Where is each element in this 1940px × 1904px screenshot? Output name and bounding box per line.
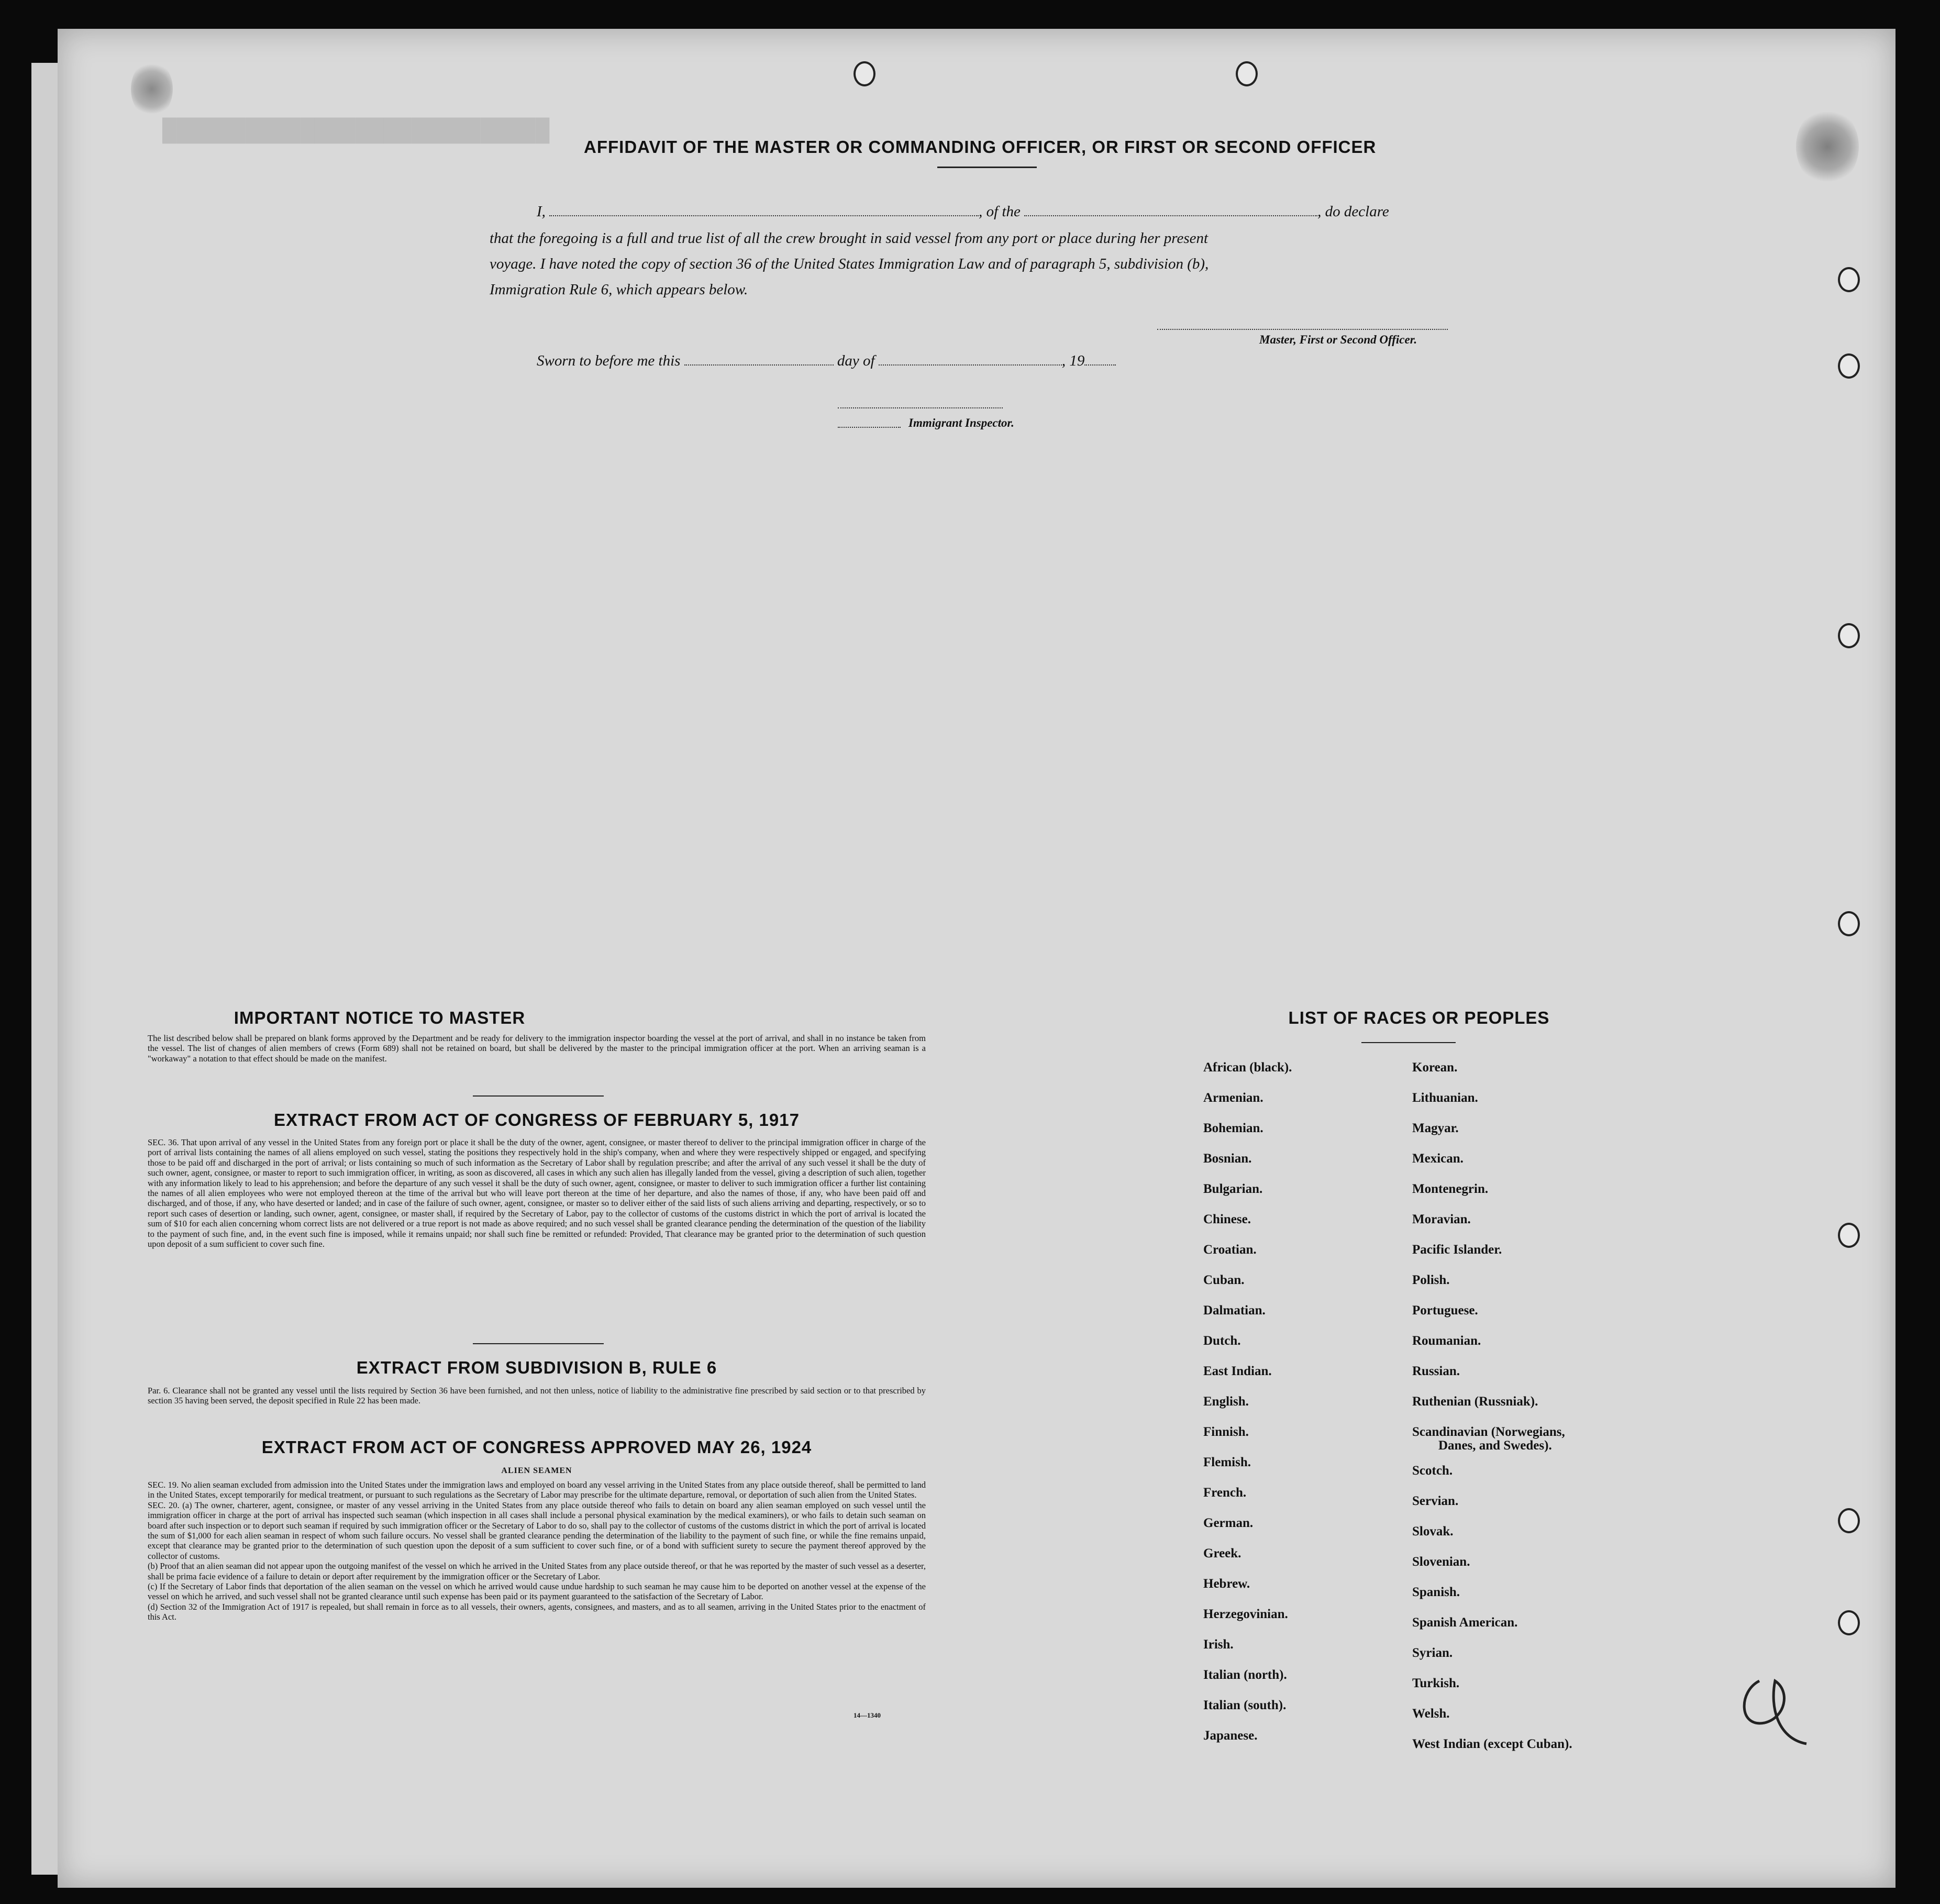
extract2-body: Par. 6. Clearance shall not be granted any vessel until the lists required by Section 36 have been furnished, and not then unless, notice of liability to the administrative fine prescribed by said section or to that prescribed by section 35 having been served, the deposit specified in Rule 22 has been made. — [148, 1386, 926, 1406]
punch-hole — [1838, 353, 1860, 379]
affidavit-line-1 — [490, 199, 1495, 225]
races-title: LIST OF RACES OR PEOPLES — [1288, 1008, 1550, 1027]
race-item: Portuguese. — [1412, 1303, 1478, 1318]
race-item: African (black). — [1203, 1060, 1292, 1075]
affidavit-line-4: Immigration Rule 6, which appears below. — [490, 281, 748, 298]
punch-hole — [853, 61, 875, 86]
race-item: German. — [1203, 1516, 1254, 1530]
race-item: West Indian (except Cuban). — [1412, 1737, 1572, 1751]
sworn-month-field[interactable] — [879, 353, 1062, 366]
name-field[interactable] — [549, 204, 979, 216]
race-item: Pacific Islander. — [1412, 1243, 1502, 1257]
race-item: Moravian. — [1412, 1212, 1471, 1226]
punch-hole — [1838, 911, 1860, 936]
race-item: Japanese. — [1203, 1729, 1258, 1743]
ink-smudge — [1796, 107, 1859, 186]
race-item: Spanish American. — [1412, 1615, 1518, 1630]
race-item: Korean. — [1412, 1060, 1458, 1075]
races-left-column — [1203, 1053, 1292, 1751]
inspector-label: Immigrant Inspector. — [908, 416, 1014, 429]
race-item: Scotch. — [1412, 1464, 1453, 1478]
notice-title: IMPORTANT NOTICE TO MASTER — [234, 1008, 526, 1027]
divider — [473, 1343, 604, 1344]
race-item: Montenegrin. — [1412, 1182, 1489, 1196]
punch-hole — [1838, 1508, 1860, 1533]
race-item: Finnish. — [1203, 1425, 1249, 1439]
race-item: Welsh. — [1412, 1707, 1450, 1721]
handwritten-mark — [1728, 1660, 1817, 1749]
inspector-signature-field-2[interactable] — [838, 427, 901, 428]
punch-hole — [1236, 61, 1258, 86]
race-item: Dalmatian. — [1203, 1303, 1266, 1318]
race-item: Croatian. — [1203, 1243, 1257, 1257]
sec20c: (c) If the Secretary of Labor finds that deportation of the alien seaman on the vessel on which he arrived would cause undue hardship to such seaman he may cause him to be deported on another vessel at the expense of the vessel on which he arrived, and such vessel shall not be granted clearance until such expense has been paid or its payment guaranteed to the satisfaction of the Secretary of Labor. — [148, 1581, 926, 1602]
race-item: Cuban. — [1203, 1273, 1245, 1287]
race-item: Polish. — [1412, 1273, 1450, 1287]
race-item: Armenian. — [1203, 1091, 1263, 1105]
race-item: Italian (south). — [1203, 1698, 1287, 1712]
do-declare-label: , do declare — [1317, 203, 1389, 220]
form-number: 14—1340 — [853, 1711, 881, 1719]
race-item: Flemish. — [1203, 1455, 1251, 1469]
sworn-year-field[interactable] — [1084, 353, 1116, 366]
divider — [473, 1095, 604, 1097]
extract1-body: SEC. 36. That upon arrival of any vessel in the United States from any foreign port or place it shall be the duty of the owner, agent, consignee, or master thereof to deliver to the principal immigration officer in charge of the port of arrival lists containing the names of all aliens employed on such vessel, stating the positions they respectively hold in the ship's company, when and where they were respectively shipped or engaged, and specifying those to be paid off and discharged in the port of arrival; or lists containing so much of such information as the Secretary of Labor shall by regulation prescribe; and after the arrival of any such vessel it shall be the duty of such owner, agent, consignee, or master to report to such immigration officer, in writing, as soon as discovered, all cases in which any such alien has illegally landed from the vessel, giving a description of such alien, together with any information likely to lead to his apprehension; and before the departure of any such vessel it shall be the duty of such owner, agent, consignee, or master to deliver to such immigration officer a further list containing the names of all alien employees who were not employed thereon at the time of the arrival but who will leave port thereon at the time of her departure, and also the names of those, if any, who have been paid off and discharged, and of those, if any, who have deserted or landed; and in case of the failure of such owner, agent, consignee, or master so to deliver either of the said lists of such aliens arriving and departing, respectively, or so to report such cases of desertion or landing, such owner, agent, consignee, or master shall, if required by the Secretary of Labor, pay to the collector of customs of the customs district in which the port of arrival is located the sum of $10 for each alien concerning whom correct lists are not delivered or a true report is not made as above required; and no such vessel shall be granted clearance pending the determination of the question of the liability to the payment of such fine, and, in the event such fine is imposed, while it remains unpaid; nor shall such fine be remitted or refunded: Provided, That clearance may be granted prior to the determination of such question upon deposit of a sum sufficient to cover such fine. — [148, 1137, 926, 1249]
sworn-day-field[interactable] — [684, 353, 834, 366]
race-item: Hebrew. — [1203, 1577, 1250, 1591]
master-signature-field[interactable] — [1157, 329, 1448, 330]
sec20d: (d) Section 32 of the Immigration Act of 1917 is repealed, but shall remain in force as to all vessels, their owners, agents, consignees, and masters, and as to all seamen, arriving in the United States prior to the enactment of this Act. — [148, 1601, 926, 1622]
race-item: Italian (north). — [1203, 1668, 1287, 1682]
inspector-signature-field[interactable] — [838, 407, 1003, 408]
ink-smudge — [131, 60, 173, 118]
race-item: Spanish. — [1412, 1585, 1460, 1599]
race-item: Irish. — [1203, 1637, 1234, 1652]
race-item: Magyar. — [1412, 1121, 1459, 1135]
race-item: Mexican. — [1412, 1152, 1464, 1166]
race-item: Scandinavian (Norwegians, — [1412, 1425, 1565, 1439]
race-item: Lithuanian. — [1412, 1091, 1478, 1105]
extract2-title: EXTRACT FROM SUBDIVISION B, RULE 6 — [356, 1358, 717, 1377]
race-item: Servian. — [1412, 1494, 1459, 1508]
sec20a: SEC. 20. (a) The owner, charterer, agent, consignee, or master of any vessel arriving in the United States from any place outside thereof who fails to detain on board any alien seaman employed on such vessel until the immigration officer in charge at the port of arrival has inspected such seaman (which inspection in all cases shall include a personal physical examination by the medical examiners), or who fails to detain such seaman on board after such inspection or to deport such seaman if required by such immigration officer or the Secretary of Labor to do so, shall pay to the collector of customs of the customs district in which the port of arrival is located the sum of $1,000 for each alien seaman in respect of whom such failure occurs. No vessel shall be granted clearance pending the determination of the liability to the payment of such fine, or while the fine remains unpaid, except that clearance may be granted prior to the determination of such question upon the deposit of a sum sufficient to cover such fine, or of a bond with sufficient surety to secure the payment thereof approved by the collector of customs. — [148, 1500, 926, 1561]
extract1-title: EXTRACT FROM ACT OF CONGRESS OF FEBRUARY 5, 1917 — [274, 1110, 800, 1130]
extract3-title: EXTRACT FROM ACT OF CONGRESS APPROVED MAY 26, 1924 — [261, 1437, 812, 1457]
race-item: Turkish. — [1412, 1676, 1460, 1690]
race-item: Slovenian. — [1412, 1555, 1470, 1569]
race-item: Syrian. — [1412, 1646, 1453, 1660]
punch-hole — [1838, 1223, 1860, 1248]
day-of-label: day of — [837, 352, 875, 369]
notice-body: The list described below shall be prepared on blank forms approved by the Department and be ready for delivery to the immigration inspector boarding the vessel at the port of arrival, and shall in no instance be taken from the vessel. The list of changes of alien members of crews (Form 689) shall not be retained on board, but shall be delivered by the master to the principal immigration officer at the port. When an arriving seaman is a "workaway" a notation to that effect should be made on the manifest. — [148, 1033, 926, 1064]
race-item: Greek. — [1203, 1546, 1241, 1560]
race-item: Dutch. — [1203, 1334, 1241, 1348]
race-item: East Indian. — [1203, 1364, 1272, 1378]
extract3-body — [148, 1480, 926, 1622]
race-item: Roumanian. — [1412, 1334, 1481, 1348]
race-item: Ruthenian (Russniak). — [1412, 1394, 1538, 1409]
divider — [1361, 1042, 1456, 1043]
race-item: English. — [1203, 1394, 1249, 1409]
affidavit-line-2: that the foregoing is a full and true list of all the crew brought in said vessel from any port or place during her present — [490, 230, 1209, 247]
sworn-line — [490, 348, 1495, 374]
affidavit-line-3: voyage. I have noted the copy of section 36 of the United States Immigration Law and of paragraph 5, subdivision (b), — [490, 256, 1209, 272]
affidavit-title: AFFIDAVIT OF THE MASTER OR COMMANDING OFFICER, OR FIRST OR SECOND OFFICER — [584, 137, 1377, 157]
race-item: Bulgarian. — [1203, 1182, 1263, 1196]
sec19: SEC. 19. No alien seaman excluded from admission into the United States under the immigration laws and employed on board any vessel arriving in the United States from any place outside thereof, shall be permitted to land in the United States, except temporarily for medical treatment, or pursuant to such regulations as the Secretary of Labor may prescribe for the ultimate departure, removal, or deportation of such alien from the United States. — [148, 1480, 926, 1500]
race-item: Russian. — [1412, 1364, 1460, 1378]
punch-hole — [1838, 1610, 1860, 1635]
of-the-label: , of the — [979, 203, 1021, 220]
race-item: Herzegovinian. — [1203, 1607, 1288, 1621]
year-label: , 19 — [1061, 352, 1085, 369]
extract3-subtitle: ALIEN SEAMEN — [501, 1466, 572, 1475]
sec20b: (b) Proof that an alien seaman did not appear upon the outgoing manifest of the vessel on which he arrived in the United States from any place outside thereof, or that he was reported by the master of such vessel as a deserter, shall be prima facie evidence of a failure to detain or deport after requirement by the immigration officer or the Secretary of Labor. — [148, 1561, 926, 1581]
punch-hole — [1838, 623, 1860, 648]
race-item: Bosnian. — [1203, 1152, 1252, 1166]
master-label: Master, First or Second Officer. — [1259, 333, 1417, 346]
race-item: Slovak. — [1412, 1524, 1454, 1538]
race-item: Danes, and Swedes). — [1438, 1438, 1552, 1453]
i-label: I, — [537, 203, 546, 220]
race-item: French. — [1203, 1486, 1247, 1500]
vessel-field[interactable] — [1024, 204, 1317, 216]
race-item: Chinese. — [1203, 1212, 1251, 1226]
race-item: Bohemian. — [1203, 1121, 1263, 1135]
races-right-column — [1412, 1053, 1572, 1759]
punch-hole — [1838, 267, 1860, 292]
divider — [937, 167, 1037, 168]
sworn-label: Sworn to before me this — [537, 352, 681, 369]
document-sheet: ████████████████████████████ — [58, 29, 1895, 1888]
